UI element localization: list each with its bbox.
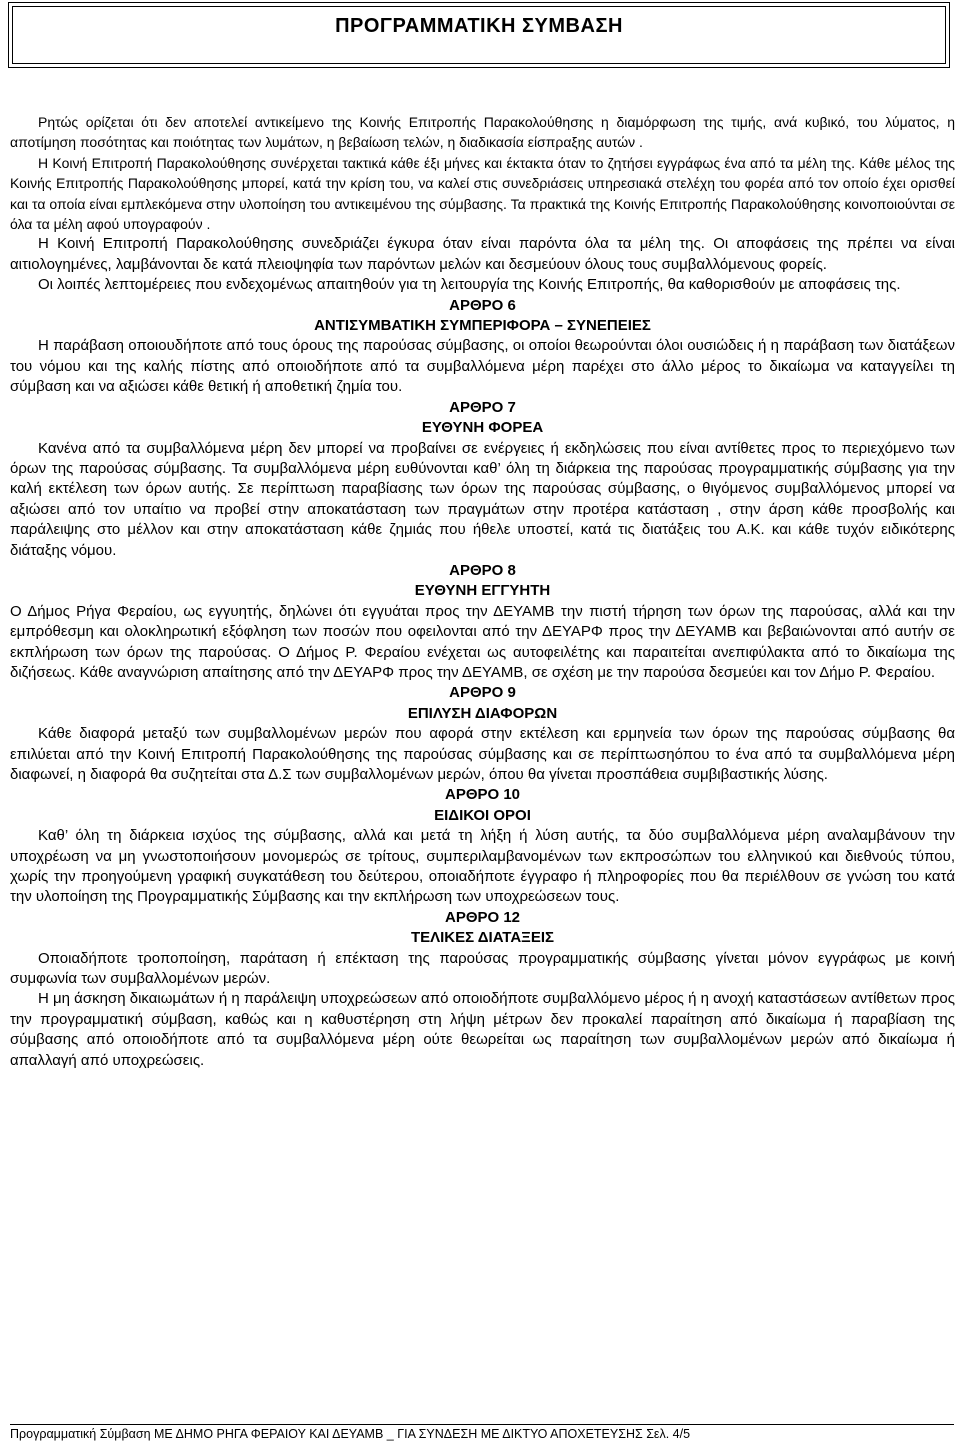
article-title: ΕΙΔΙΚΟΙ ΟΡΟΙ	[434, 806, 531, 824]
article-number: ΑΡΘΡΟ 6	[449, 296, 516, 314]
article-title: ΑΝΤΙΣΥΜΒΑΤΙΚΗ ΣΥΜΠΕΡΙΦΟΡΑ – ΣΥΝΕΠΕΙΕΣ	[314, 317, 651, 335]
article-text: Η μη άσκηση δικαιωμάτων ή η παράλειψη υποχρεώσεων από οποιοδήποτε συμβαλλόμενο μέρος ή η ανοχή καταστάσεων αντίθετων προς την προγραμματική σύμβαση, καθώς και η καθυστέρηση στη λήψη μέτρων δεν προκαλεί παραίτηση από δικαίωμα ή παραβίαση της σύμβασης από οποιοδήποτε από τα συμβαλλόμενα μέρη ούτε θεωρείται ως παραίτηση των συμβαλλομένων μερών από δικαίωμα ή απαλλαγή από υποχρεώσεις.	[10, 990, 955, 1069]
article-number: ΑΡΘΡΟ 9	[449, 684, 516, 702]
article-number: ΑΡΘΡΟ 8	[449, 561, 516, 579]
paragraph: Ρητώς ορίζεται ότι δεν αποτελεί αντικείμενο της Κοινής Επιτροπής Παρακολούθησης η διαμόρφωση της τιμής, ανά κυβικό, του λύματος, η αποτίμηση ποσότητας και ποιότητας των λυμάτων, η βεβαίωση τελών, η διαδικασία είσπραξης αυτών .	[10, 114, 955, 151]
article-title: ΕΥΘΥΝΗ ΕΓΓΥΗΤΗ	[414, 582, 551, 600]
article-text: Κάθε διαφορά μεταξύ των συμβαλλομένων μερών που αφορά στην εκτέλεση και ερμηνεία των όρων της παρούσας σύμβασης θα επιλύεται από την Κοινή Επιτροπή Παρακολούθησης της παρούσας σύμβασης και σε περίπτωσηόπου το ένα από τα συμβαλλόμενα μέρη διαφωνεί, η διαφορά θα συζητείται στα Δ.Σ των συμβαλλομένων μερών, όπου θα γίνεται προσπάθεια συμβιβαστικής λύσης.	[10, 725, 955, 783]
paragraph: Οι λοιπές λεπτομέρειες που ενδεχομένως απαιτηθούν για τη λειτουργία της Κοινής Επιτροπής, θα καθορισθούν με αποφάσεις της.	[38, 276, 901, 294]
article-title: ΕΠΙΛΥΣΗ ΔΙΑΦΟΡΩΝ	[407, 704, 558, 722]
article-number: ΑΡΘΡΟ 12	[444, 908, 521, 926]
document-title: ΠΡΟΓΡΑΜΜΑΤΙΚΗ ΣΥΜΒΑΣΗ	[335, 15, 623, 37]
document-title-box	[8, 2, 950, 68]
article-text: Οποιαδήποτε τροποποίηση, παράταση ή επέκταση της παρούσας προγραμματικής σύμβασης γίνεται μόνον εγγράφως με κοινή συμφωνία των συμβαλλομένων μερών.	[10, 949, 955, 988]
article-number: ΑΡΘΡΟ 10	[444, 786, 521, 804]
document-body	[10, 112, 955, 1071]
paragraph: Η Κοινή Επιτροπή Παρακολούθησης συνέρχεται τακτικά κάθε έξι μήνες και έκτακτα όταν το ζητήσει εγγράφως ένα από τα μέλη της. Κάθε μέλος της Κοινής Επιτροπής Παρακολούθησης μπορεί, κατά την κρίση του, να καλεί στις συνεδριάσεις υπηρεσιακά στελέχη του φορέα από τον οποίο έχει ορισθεί και τα οποία είναι εμπλεκόμενα στην υλοποίηση του αντικειμένου της σύμβασης. Τα πρακτικά της Κοινής Επιτροπής Παρακολούθησης κοινοποιούνται σε όλα τα μέλη αφού υπογραφούν .	[10, 154, 955, 233]
article-title: ΕΥΘΥΝΗ ΦΟΡΕΑ	[421, 419, 544, 437]
article-text: Καθ’ όλη τη διάρκεια ισχύος της σύμβασης, αλλά και μετά τη λήξη ή λύση αυτής, τα δύο συμβαλλόμενα μέρη αναλαμβάνουν την υποχρέωση να μη γνωστοποιήσουν μονομερώς σε τρίτους, συμπεριλαμβανομένων των εκπροσώπων του ελληνικού και διεθνούς τύπου, χωρίς την προηγούμενη γραφική συγκατάθεση του δεύτερου, οποιαδήποτε έγγραφο ή πληροφορίες που θα περιέλθουν σε γνώση του κατά την υλοποίηση της Προγραμματικής Σύμβασης και την εκπλήρωση των υποχρεώσεων τους.	[10, 827, 955, 906]
article-text: Ο Δήμος Ρήγα Φεραίου, ως εγγυητής, δηλώνει ότι εγγυάται προς την ΔΕΥΑΜΒ την πιστή τήρηση των όρων της παρούσας, αλλά και την εμπρόθεσμη και ολοκληρωτική εξόφληση των ποσών που οφειλονται από την ΔΕΥΑΡΦ προς την ΔΕΥΑΜΒ και βεβαιώνονται από αυτήν σε εκπλήρωση των όρων της παρούσας. Ο Δήμος Ρ. Φεραίου ενέχεται ως αυτοφειλέτης και παραιτείται ανεπιφύλακτα από το δικαίωμα της διζήσεως. Κάθε αναγνώριση απαίτησης από την ΔΕΥΑΡΦ προς την ΔΕΥΑΜΒ, σε σχέση με την παρούσα δεσμεύει και τον Δήμο Ρ. Φεραίου.	[10, 602, 955, 681]
article-title: ΤΕΛΙΚΕΣ ΔΙΑΤΑΞΕΙΣ	[410, 929, 555, 947]
page-footer: Προγραμματική Σύμβαση ΜΕ ΔΗΜΟ ΡΗΓΑ ΦΕΡΑΙΟΥ ΚΑΙ ΔΕΥΑΜΒ _ ΓΙΑ ΣΥΝΔΕΣΗ ΜΕ ΔΙΚΤΥΟ ΑΠΟΧΕΤΕΥΣΗΣ Σελ. 4/5	[10, 1424, 954, 1441]
article-number: ΑΡΘΡΟ 7	[449, 398, 516, 416]
paragraph: Η Κοινή Επιτροπή Παρακολούθησης συνεδριάζει έγκυρα όταν είναι παρόντα όλα τα μέλη της. Οι αποφάσεις της πρέπει να είναι αιτιολογημένες, λαμβάνονται δε κατά πλειοψηφία των παρόντων μελών και δεσμεύουν όλους τους συμβαλλόμενους φορείς.	[10, 235, 955, 273]
article-text: Η παράβαση οποιουδήποτε από τους όρους της παρούσας σύμβασης, οι οποίοι θεωρούνται όλοι ουσιώδεις ή η παράβαση των διατάξεων του νόμου και της καλής πίστης από οποιοδήποτε από τα συμβαλλόμενα μέρη παρέχει στο άλλο μέρος το δικαίωμα να καταγγείλει τη σύμβαση και να αξιώσει κάθε θετική ή αποθετική ζημία του.	[10, 337, 955, 396]
article-text: Κανένα από τα συμβαλλόμενα μέρη δεν μπορεί να προβαίνει σε ενέργειες ή εκδηλώσεις που είναι αντίθετες προς το περιεχόμενο των όρων της παρούσας σύμβασης. Τα συμβαλλόμενα μέρη ευθύνονται καθ’ όλη τη διάρκεια της παρούσας προγραμματικής σύμβασης για την καλή εκτέλεση των όρων αυτής. Σε περίπτωση παραβίασης των όρων της παρούσας σύμβασης, ο θιγόμενος συμβαλλόμενος μπορεί να αξιώσει από τον υπαίτιο να προβεί στην αποκατάσταση των πραγμάτων στην προτέρα κατάσταση , στην άρση κάθε προσβολής και παράλειψης στο μέλλον και στην αποκατάσταση κάθε ζημιάς που ήθελε υποστεί, κατά τις διατάξεις του Α.Κ. και κάθε τυχόν ειδικότερης διάταξης νόμου.	[10, 439, 955, 559]
